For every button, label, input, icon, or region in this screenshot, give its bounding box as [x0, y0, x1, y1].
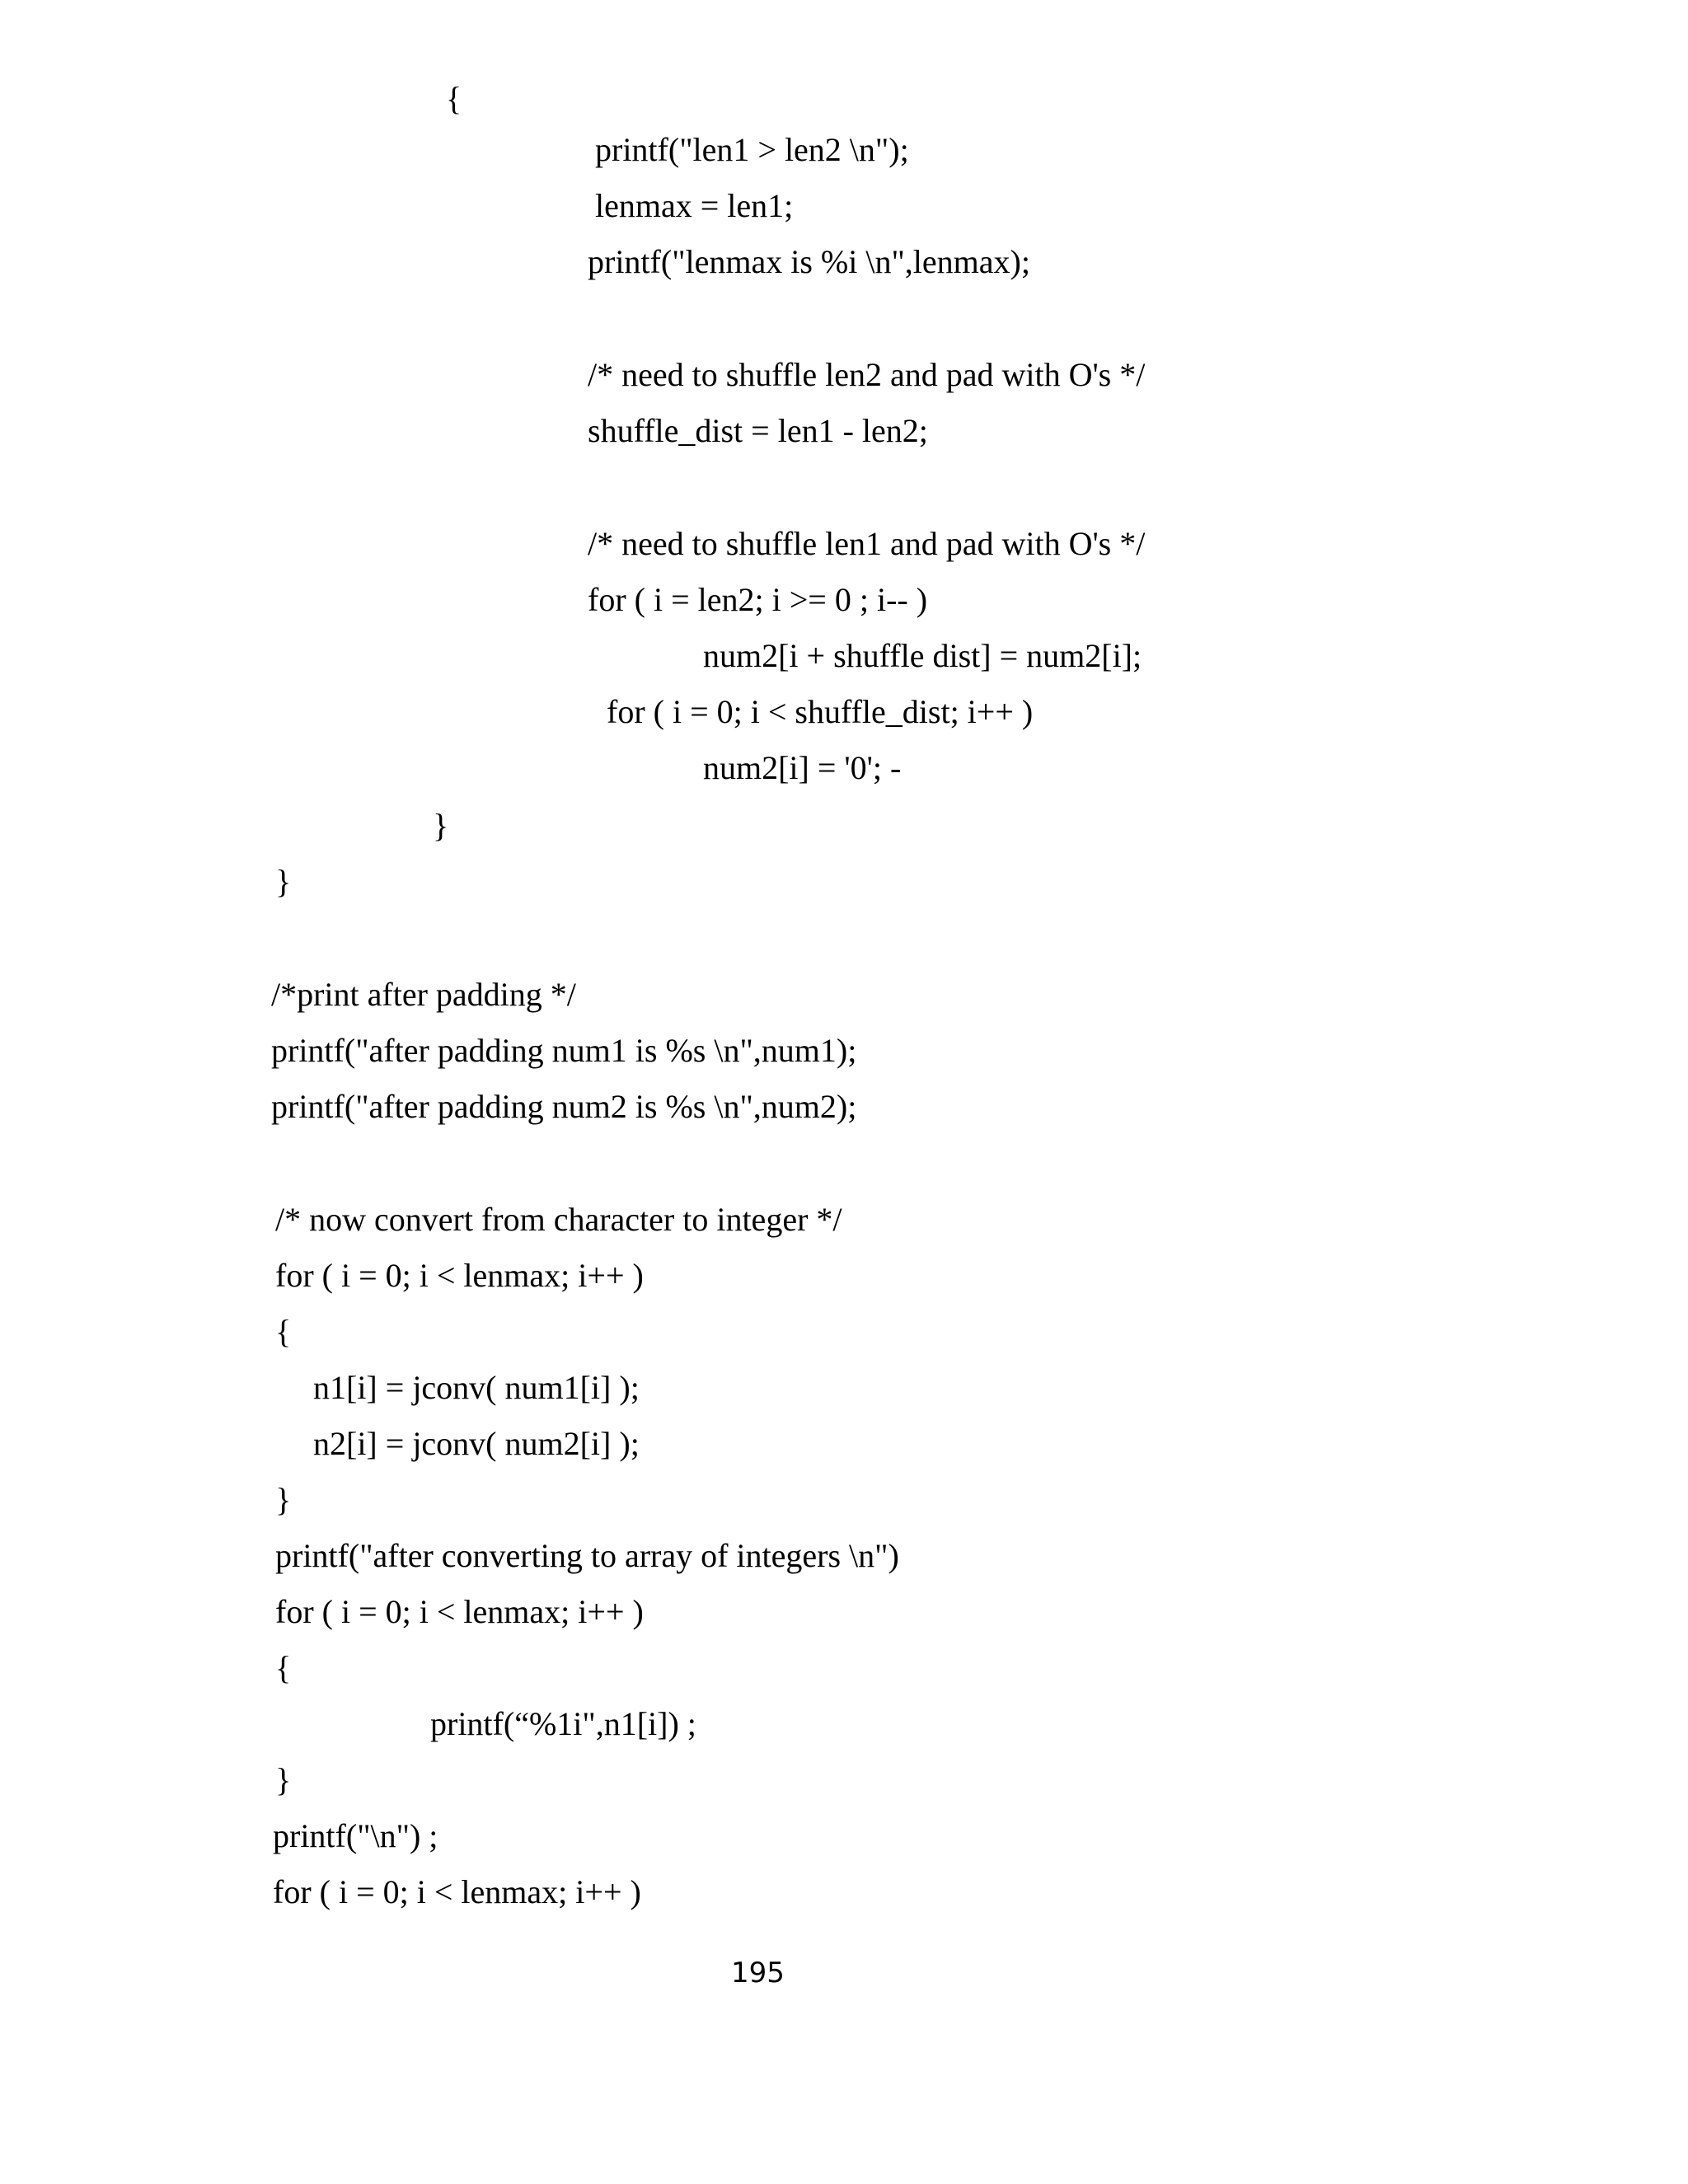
code-line-printf-num2: printf("after padding num2 is %s \n",num2); — [271, 1088, 857, 1125]
code-line-num2-zero: num2[i] = '0'; - — [703, 749, 902, 786]
code-line-close-brace-inner: } — [433, 807, 449, 844]
code-line-printf-len1: printf("len1 > len2 \n"); — [595, 131, 909, 168]
code-line-comment-convert: /* now convert from character to integer */ — [275, 1201, 842, 1238]
code-line-for-print-n1: for ( i = 0; i < lenmax; i++ ) — [275, 1593, 644, 1630]
code-line-open-brace-print: { — [275, 1649, 292, 1686]
code-line-close-brace-convert: } — [275, 1481, 292, 1518]
code-line-comment-len2: /* need to shuffle len2 and pad with O's */ — [588, 356, 1146, 393]
code-line-for-pad: for ( i = 0; i < shuffle_dist; i++ ) — [607, 693, 1034, 730]
code-line-n1-jconv: n1[i] = jconv( num1[i] ); — [313, 1369, 640, 1406]
code-line-printf-after-convert: printf("after converting to array of integers \n") — [275, 1537, 899, 1574]
code-line-lenmax-assign: lenmax = len1; — [595, 187, 794, 224]
code-line-printf-lenmax: printf("lenmax is %i \n",lenmax); — [588, 243, 1030, 280]
code-line-num2-shift: num2[i + shuffle dist] = num2[i]; — [703, 637, 1142, 674]
code-line-comment-len1: /* need to shuffle len1 and pad with O's */ — [588, 525, 1146, 562]
code-line-close-brace-outer: } — [275, 863, 292, 900]
code-line-printf-n1: printf(“%1i",n1[i]) ; — [430, 1705, 696, 1742]
page-number: 195 — [731, 1957, 785, 1990]
code-line-n2-jconv: n2[i] = jconv( num2[i] ); — [313, 1425, 640, 1462]
code-line-comment-print: /*print after padding */ — [271, 976, 576, 1013]
code-line-open-brace: { — [446, 80, 462, 117]
code-line-close-brace-print: } — [275, 1761, 292, 1798]
code-line-printf-num1: printf("after padding num1 is %s \n",num1); — [271, 1032, 857, 1069]
code-line-for-convert: for ( i = 0; i < lenmax; i++ ) — [275, 1257, 644, 1294]
code-line-for-shuffle: for ( i = len2; i >= 0 ; i-- ) — [588, 581, 928, 618]
code-line-open-brace-convert: { — [275, 1313, 292, 1350]
code-line-printf-newline: printf("\n") ; — [273, 1817, 438, 1854]
code-line-for-final: for ( i = 0; i < lenmax; i++ ) — [273, 1873, 641, 1910]
code-line-shuffle-dist: shuffle_dist = len1 - len2; — [588, 412, 928, 449]
